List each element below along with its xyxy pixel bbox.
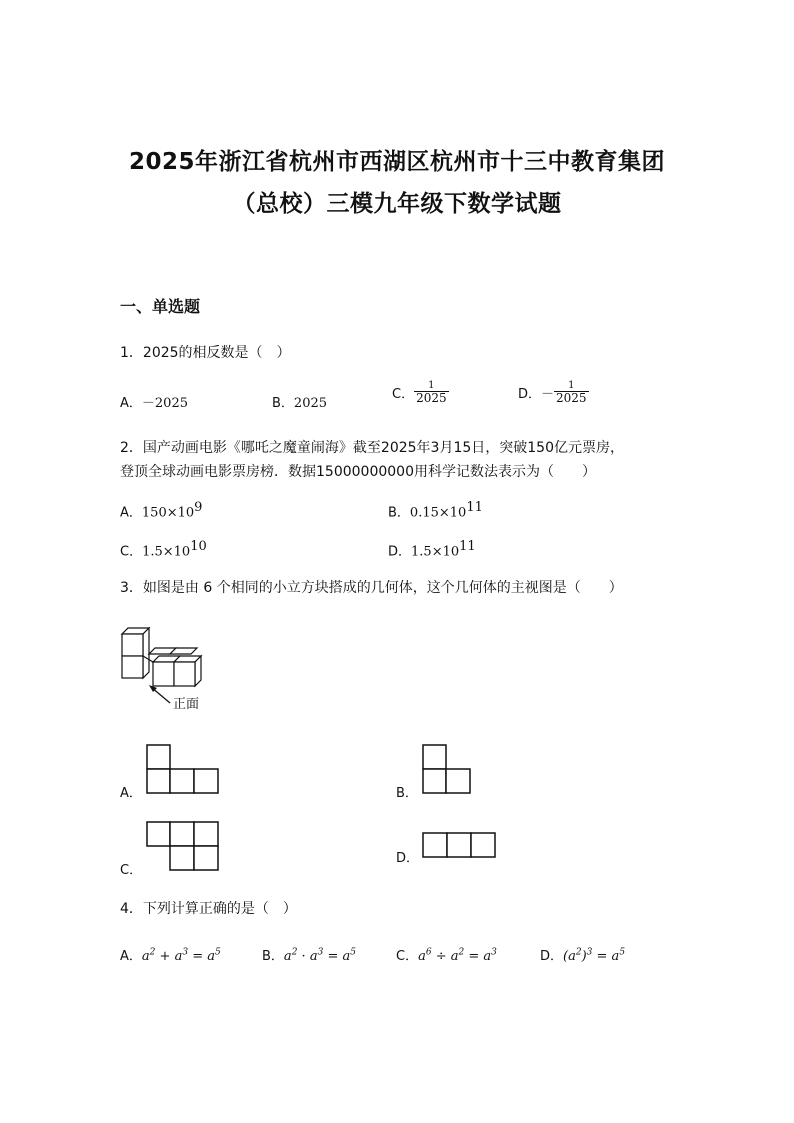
q4-c-exp2: 2 [458,947,465,958]
q4-b-part1: a [283,949,292,964]
q3-option-d-diagram[interactable] [422,832,498,860]
q4-a-part1: a [141,949,150,964]
q3-b-label: B． [396,786,418,801]
q2-stem-line2: 登顶全球动画电影票房榜．数据15000000000用科学记数法表示为（ ） [120,464,596,480]
q4-d-exp1: 2 [575,947,582,958]
q1-d-sign: － [541,387,555,403]
q3-option-c-diagram[interactable] [146,821,220,871]
q4-option-a [120,945,221,964]
q3-c-label: C． [120,863,143,878]
q1-option-b [272,392,327,411]
q4-option-c [396,945,497,964]
q1-c-label: C． [392,387,415,403]
q1-b-value: 2025 [293,396,328,411]
q4-a-exp2: 3 [182,947,189,958]
q2-a-label: A． [120,505,142,521]
q1-option-a [120,392,188,411]
section-single-choice: 一、单选题 [120,297,201,316]
q4-c-exp1: 6 [425,947,432,958]
q2-b-exp: 11 [466,500,483,515]
q1-option-d [518,380,589,405]
q4-b-exp2: 3 [317,947,324,958]
q2-a-exp: 9 [194,500,203,515]
q4-c-expr [418,949,497,964]
q2-b-label: B． [388,505,410,521]
cube-figure-diagram [118,624,218,688]
q2-b-base: 0.15×10 [409,505,467,521]
q4-d-expr [563,949,625,964]
q2-d-label: D． [388,544,412,560]
q4-a-exp3: 5 [214,947,221,958]
q1-c-numerator: 1 [428,380,435,391]
q3-stem: 3．如图是由 6 个相同的小立方块搭成的几何体，这个几何体的主视图是（ ） [120,580,623,596]
q1-d-numerator: 1 [568,380,575,391]
q3-option-a-diagram[interactable] [146,744,220,794]
q4-b-label: B． [262,949,284,964]
q4-b-part2: · a [297,949,318,964]
q4-d-part2: ) [581,949,587,964]
q4-a-part2: + a [155,949,183,964]
q4-a-part3: = a [188,949,215,964]
q4-d-part3: = a [592,949,620,964]
q4-d-exp3: 5 [619,947,626,958]
q4-b-part3: = a [323,949,351,964]
q2-c-base: 1.5×10 [142,544,191,560]
q4-a-label: A． [120,949,142,964]
q4-c-exp3: 3 [491,947,497,958]
q4-b-exp1: 2 [291,947,298,958]
q3-option-b-diagram[interactable] [422,744,472,794]
q4-d-part1: (a [563,949,576,964]
q4-b-exp3: 5 [350,947,356,958]
q1-stem: 1．2025的相反数是（ ） [120,345,291,361]
q4-c-part2: ÷ a [431,949,459,964]
q1-d-label: D． [518,387,542,403]
page-title-line2: （总校）三模九年级下数学试题 [232,191,562,217]
q1-d-fraction [554,380,589,405]
q4-option-d [540,945,625,964]
q1-c-denominator: 2025 [416,391,447,405]
q4-c-part3: = a [464,949,492,964]
q2-d-base: 1.5×10 [411,544,460,560]
q4-d-exp2: 3 [586,947,593,958]
q2-option-b [388,500,483,520]
q4-d-label: D． [540,949,564,964]
q2-option-c [120,539,207,559]
q2-c-exp: 10 [190,539,207,554]
q2-a-base: 150×10 [141,505,195,521]
q4-a-expr [142,949,221,964]
q2-option-d [388,539,476,559]
q1-b-label: B． [272,396,294,411]
front-label: 正面 [173,697,200,712]
q4-c-part1: a [418,949,426,964]
q4-option-b [262,945,356,964]
q4-c-label: C． [396,949,419,964]
q1-a-label: A． [120,396,142,411]
q4-stem: 4．下列计算正确的是（ ） [120,901,297,917]
q2-stem-line1: 2．国产动画电影《哪吒之魔童闹海》截至2025年3月15日，突破150亿元票房， [120,440,624,456]
q1-d-denominator: 2025 [556,391,587,405]
q1-option-c [392,380,449,405]
q4-a-exp1: 2 [149,947,156,958]
q2-d-exp: 11 [459,539,476,554]
q4-b-expr [284,949,356,964]
front-arrow-icon [146,683,174,707]
q3-a-label: A． [120,786,142,801]
q1-a-value: －2025 [141,396,188,411]
q3-d-label: D． [396,851,420,866]
q1-c-fraction [414,380,449,405]
page-title-line1: 2025年浙江省杭州市西湖区杭州市十三中教育集团 [128,149,665,175]
q2-option-a [120,500,202,520]
q2-c-label: C． [120,544,143,560]
